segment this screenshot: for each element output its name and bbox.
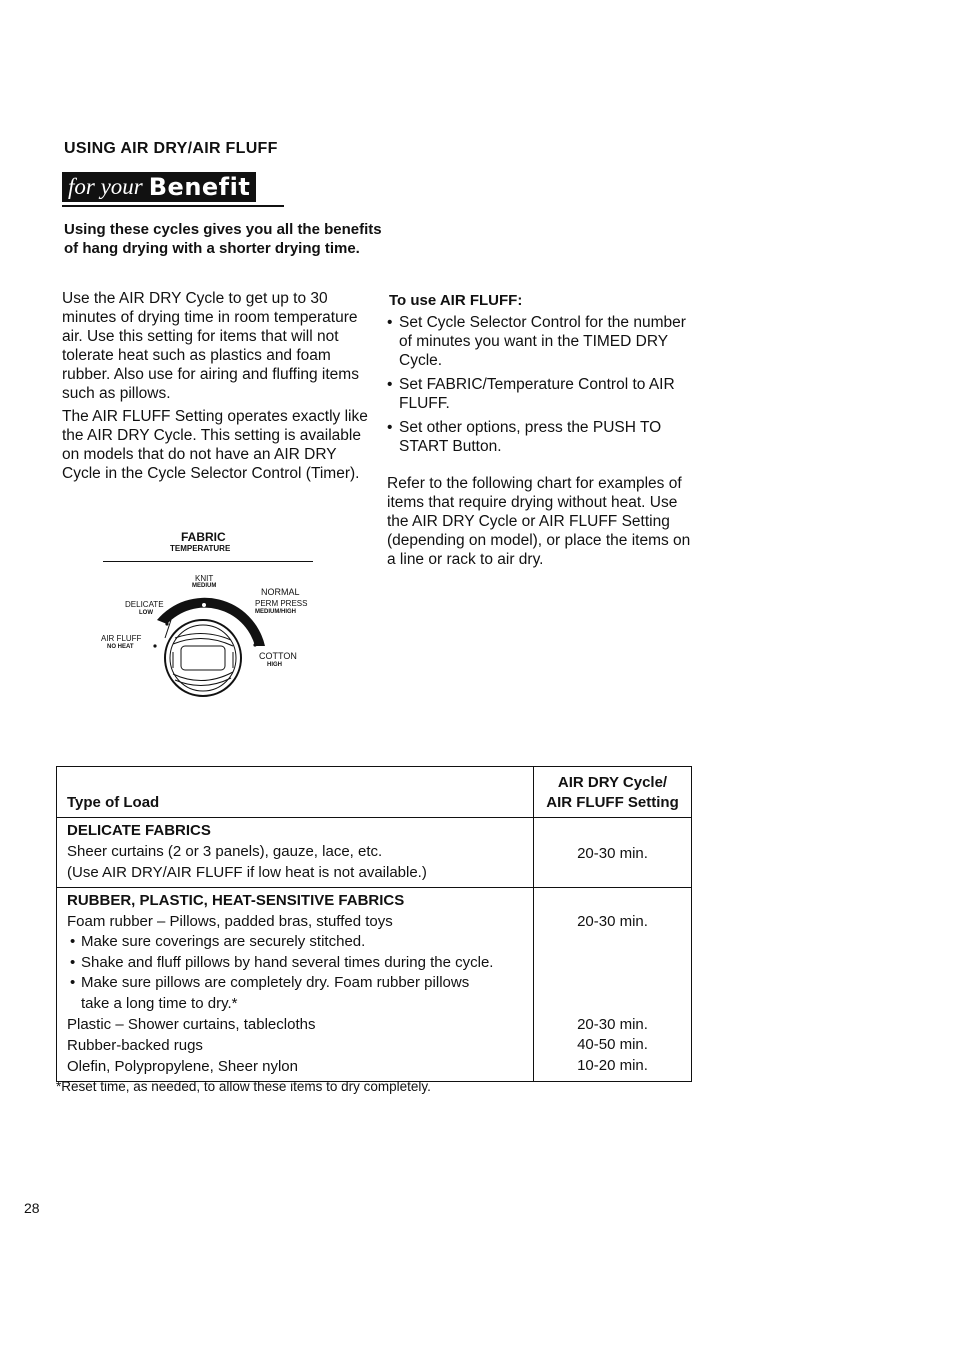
air-dry-chart-table — [56, 766, 692, 1082]
intro-text: Using these cycles gives you all the benefits of hang drying with a shorter drying time. — [64, 221, 382, 257]
air-fluff-step: • Set Cycle Selector Control for the number of minutes you want in the TIMED DRY Cycle. — [387, 313, 692, 370]
for-your-benefit-banner — [62, 172, 256, 202]
load-bullet-continued: take a long time to dry.* — [81, 994, 238, 1012]
dial-label-normal: NORMAL — [261, 587, 300, 597]
dial-label-delicate: DELICATE — [125, 600, 164, 609]
column-header-setting — [534, 767, 692, 818]
dial-knob-icon — [95, 528, 325, 708]
load-cell-delicate — [57, 818, 534, 888]
air-fluff-heading: To use AIR FLUFF: — [389, 292, 523, 309]
dial-label-normal-sub: MEDIUM/HIGH — [255, 609, 296, 615]
setting-value: 20-30 min. — [577, 913, 648, 930]
dial-label-knit: KNIT — [195, 574, 214, 583]
dial-label-perm-press: PERM PRESS — [255, 599, 308, 608]
setting-value: 20-30 min. — [577, 845, 648, 862]
setting-cell-delicate — [534, 818, 692, 888]
air-dry-paragraph: Use the AIR DRY Cycle to get up to 30 minutes of drying time in room temperature air. Use this setting for items that will not tolerate heat such as plastics and foam rubber. Also use for airing and fluffing items such as pillows. — [62, 290, 359, 402]
load-bullet: • Make sure pillows are completely dry. Foam rubber pillows — [67, 973, 523, 994]
load-line: Foam rubber – Pillows, padded bras, stuffed toys — [67, 913, 393, 930]
load-line: Plastic – Shower curtains, tablecloths — [67, 1016, 316, 1033]
load-bullet: • Make sure coverings are securely stitched. — [67, 932, 523, 953]
section-title: USING AIR DRY/AIR FLUFF — [64, 140, 278, 157]
column-header-type-of-load: Type of Load — [57, 767, 534, 818]
dial-label-air-fluff: AIR FLUFF — [101, 634, 142, 643]
table-row — [57, 888, 692, 1082]
dial-label-air-fluff-sub: NO HEAT — [107, 644, 134, 650]
dial-title: FABRIC — [181, 530, 226, 544]
setting-value: 10-20 min. — [577, 1056, 648, 1074]
setting-value: 40-50 min. — [577, 1036, 648, 1053]
dial-label-cotton-sub: HIGH — [267, 662, 282, 668]
column-header-setting-line2: AIR FLUFF Setting — [546, 794, 679, 811]
category-rubber-plastic: RUBBER, PLASTIC, HEAT-SENSITIVE FABRICS — [67, 892, 405, 909]
air-fluff-steps — [387, 313, 692, 461]
dial-subtitle: TEMPERATURE — [170, 544, 231, 553]
load-line: (Use AIR DRY/AIR FLUFF if low heat is not available.) — [67, 864, 427, 881]
load-line: Sheer curtains (2 or 3 panels), gauze, lace, etc. — [67, 843, 383, 860]
load-bullet: • Shake and fluff pillows by hand several times during the cycle. — [67, 953, 523, 974]
page-number: 28 — [24, 1200, 40, 1216]
load-line: Rubber-backed rugs — [67, 1037, 203, 1054]
air-fluff-paragraph: The AIR FLUFF Setting operates exactly like the AIR DRY Cycle. This setting is available on models that do not have an AIR DRY Cycle in the Cycle Selector Control (Timer). — [62, 408, 368, 482]
setting-value: 20-30 min. — [577, 1015, 648, 1033]
column-header-setting-line1: AIR DRY Cycle/ — [557, 774, 668, 791]
fabric-temperature-dial — [95, 528, 325, 708]
banner-text-for-your: for your — [68, 174, 143, 199]
setting-cell-rubber-plastic — [534, 888, 692, 1082]
category-delicate: DELICATE FABRICS — [67, 822, 211, 839]
load-line: Olefin, Polypropylene, Sheer nylon — [67, 1058, 298, 1075]
load-cell-rubber-plastic — [57, 888, 534, 1082]
air-fluff-step: • Set other options, press the PUSH TO START Button. — [387, 418, 692, 456]
table-row — [57, 818, 692, 888]
air-fluff-step: • Set FABRIC/Temperature Control to AIR FLUFF. — [387, 375, 692, 413]
table-footnote: *Reset time, as needed, to allow these items to dry completely. — [56, 1079, 431, 1094]
setting-spacer — [544, 933, 681, 1015]
table-header-row — [57, 767, 692, 818]
dial-label-cotton: COTTON — [259, 651, 297, 661]
dial-label-knit-sub: MEDIUM — [192, 583, 217, 589]
dial-label-delicate-sub: LOW — [139, 610, 153, 616]
banner-underline — [62, 205, 284, 207]
banner-text-benefit: Benefit — [148, 173, 251, 201]
chart-reference-paragraph: Refer to the following chart for examples of items that require drying without heat. Use the AIR DRY Cycle or AIR FLUFF Setting (depending on model), or place the items on a line or rack to air dry. — [387, 475, 691, 568]
